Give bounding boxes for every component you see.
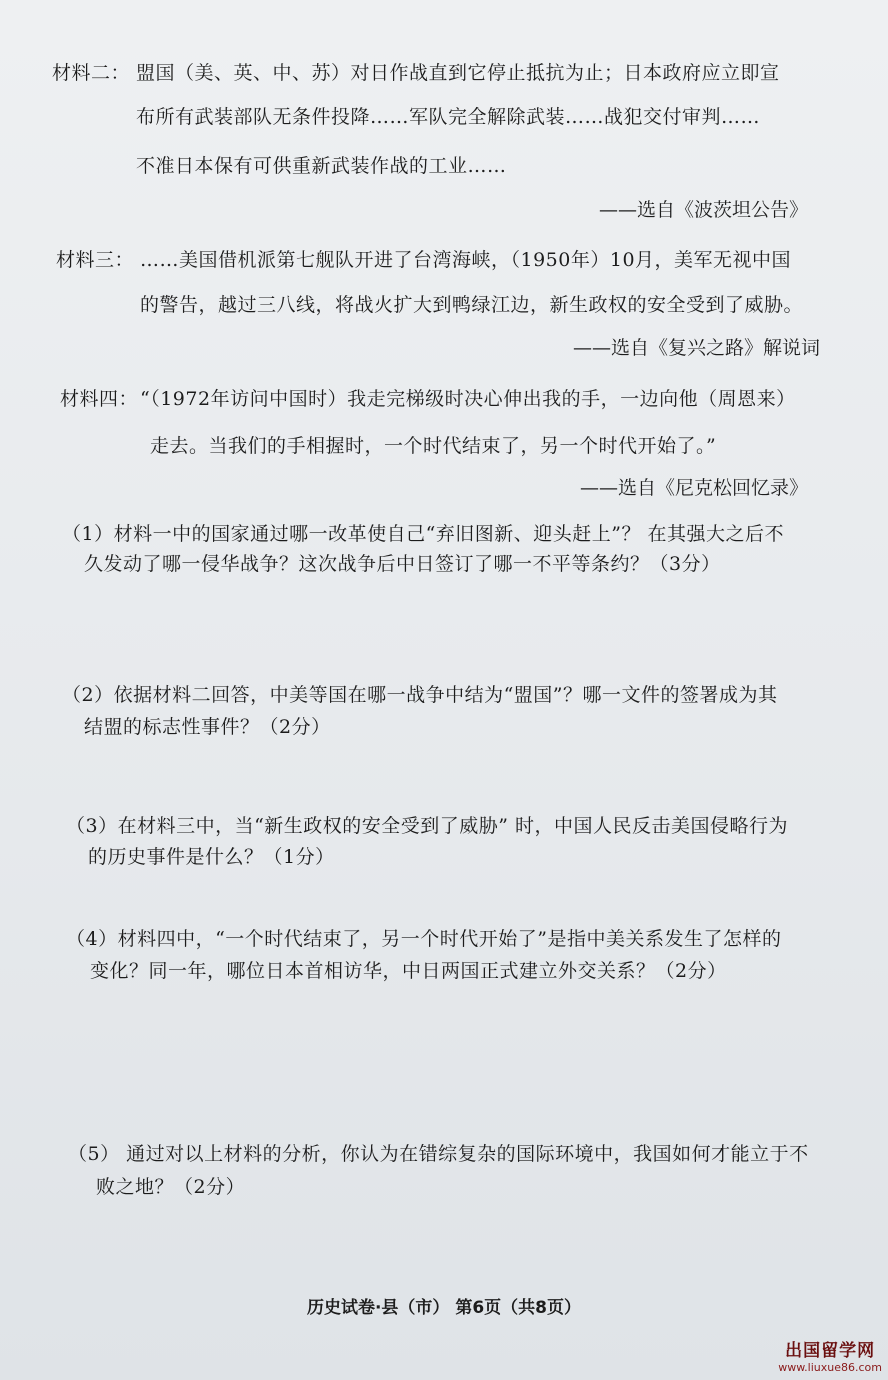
watermark-brand: 出国留学网 [785,1341,876,1361]
material-text-line: “（1972年访问中国时）我走完梯级时决心伸出我的手，一边向他（周恩来） [140,388,796,410]
material-source: ——选自《尼克松回忆录》 [579,477,808,499]
question-text-line: 久发动了哪一侵华战争？这次战争后中日签订了哪一不平等条约？（3分） [84,553,721,575]
material-text-line: 布所有武装部队无条件投降……军队完全解除武装……战犯交付审判…… [136,106,761,128]
page-footer: 历史试卷·县（市） 第6页（共8页） [306,1298,582,1318]
question-text-line: 的历史事件是什么？（1分） [88,846,335,868]
question-text-line: （3）在材料三中，当“新生政权的安全受到了威胁” 时，中国人民反击美国侵略行为 [66,815,789,837]
material-text-line: 不准日本保有可供重新武装作战的工业…… [136,155,507,177]
material-text-line: 走去。当我们的手相握时，一个时代结束了，另一个时代开始了。” [150,435,717,457]
question-text-line: （4）材料四中，“一个时代结束了，另一个时代开始了”是指中美关系发生了怎样的 [66,928,782,950]
material-text-line: ……美国借机派第七舰队开进了台湾海峡，（1950年）10月，美军无视中国 [140,249,792,271]
material-label: 材料四： [60,388,139,410]
material-text-line: 盟国（美、英、中、苏）对日作战直到它停止抵抗为止；日本政府应立即宣 [136,62,780,84]
material-label: 材料三： [56,249,135,271]
question-text-line: 变化？同一年，哪位日本首相访华，中日两国正式建立外交关系？（2分） [90,960,727,982]
material-source: ——选自《波茨坦公告》 [598,199,808,221]
site-watermark [778,1336,882,1374]
question-text-line: （1）材料一中的国家通过哪一改革使自己“弃旧图新、迎头赶上”？ 在其强大之后不 [62,523,785,545]
material-label: 材料二： [52,62,131,84]
question-text-line: （2）依据材料二回答，中美等国在哪一战争中结为“盟国”？哪一文件的签署成为其 [62,684,778,706]
question-text-line: 败之地？（2分） [96,1176,246,1198]
watermark-url: www.liuxue86.com [778,1361,882,1374]
question-text-line: （5） 通过对以上材料的分析，你认为在错综复杂的国际环境中，我国如何才能立于不 [68,1143,809,1165]
question-text-line: 结盟的标志性事件？（2分） [84,716,331,738]
material-source: ——选自《复兴之路》解说词 [572,337,820,359]
material-text-line: 的警告，越过三八线，将战火扩大到鸭绿江边，新生政权的安全受到了威胁。 [140,294,804,316]
